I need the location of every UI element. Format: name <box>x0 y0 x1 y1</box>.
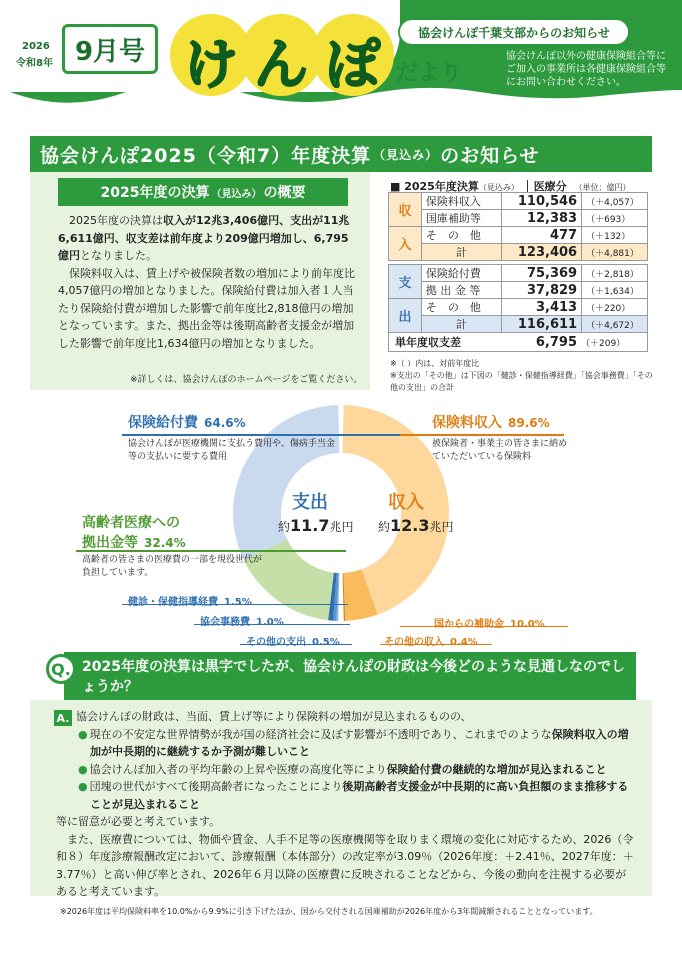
emphasis: 収入が12兆3,406億円、支出が11兆6,611億円、収支差は前年度より209億円増加し、6,795億円 <box>58 214 350 262</box>
text: となりました。 <box>80 249 157 262</box>
issue-year: 2026 <box>22 41 50 52</box>
text: 協会けんぽ加入者の平均年齢の上昇や医療の高度化等により <box>89 762 387 776</box>
answer-bullet <box>76 761 636 779</box>
balance-row <box>388 332 648 352</box>
main-title-small: （見込み） <box>373 147 439 162</box>
emphasis: 保険料収入の増加が中長期的に継続するか予測が難しいこと <box>90 727 629 758</box>
table-cell: （＋220） <box>582 299 648 316</box>
table-row <box>389 265 648 282</box>
table-note-line: ※（ ）内は、対前年度比 <box>390 359 480 368</box>
summary-note: ※詳しくは、協会けんぽのホームページをご覧ください。 <box>130 375 363 385</box>
table-cell: 123,406 <box>501 244 581 261</box>
table-row <box>389 193 648 210</box>
expense-side-label: 出 <box>389 299 422 333</box>
table-cell: 国庫補助等 <box>421 210 501 227</box>
title-char: ぽ <box>326 33 380 96</box>
legend-underline <box>76 550 346 552</box>
legend-pct: 1.0% <box>256 617 284 628</box>
title-char: け <box>184 33 238 96</box>
header-note: 協会けんぽ以外の健康保険組合等にご加入の事業所は各健康保険組合等にお問い合わせください。 <box>506 51 666 88</box>
footnote: ※2026年度は平均保険料率を10.0%から9.9%に引き下げたほか、国から交付される国庫補助が2026年度から3年間減額されることとなっています。 <box>60 907 598 916</box>
question-box: 2025年度の決算は黒字でしたが、協会けんぽの財政は今後どのような見通しなのでしょうか？ <box>64 652 636 700</box>
table-cell: 75,369 <box>501 265 581 282</box>
legend-underline <box>400 626 568 627</box>
table-category: 医療分 <box>527 180 567 193</box>
table-cell: 計 <box>421 244 501 261</box>
table-cell: 116,611 <box>501 316 581 333</box>
text: 2025年度の決算は <box>69 214 163 227</box>
table-cell: 保険料収入 <box>421 193 501 210</box>
legend-pct: 89.6% <box>508 416 550 430</box>
total-value: 12.3 <box>390 516 430 535</box>
table-cell: そ の 他 <box>421 299 501 316</box>
table-cell: 拠 出 金 等 <box>421 282 501 299</box>
table-cell: （＋693） <box>582 210 648 227</box>
summary-heading-small: （見込み） <box>211 188 262 200</box>
total-prefix: 約 <box>378 520 391 534</box>
income-side-label: 入 <box>389 227 422 261</box>
summary-heading-text: の概要 <box>263 185 306 201</box>
legend-subsidy <box>434 612 545 631</box>
answer-paragraph: また、医療費については、物価や賃金、人手不足等の医療機関等を取りまく環境の変化に対応するため、2026（令和８）年度診療報酬改定において、診療報酬（本体部分）の改定率が3.09％（2026年度：＋2.41％、2027年度：＋3.77％）と高い伸び率とされ、2026年６月以降の医療費に反映されることなどから、今後の動向を注視する必要があると考えています。 <box>56 832 634 898</box>
table-title-text: ■ 2025年度決算 <box>390 180 479 193</box>
legend-premium <box>432 412 550 432</box>
table-unit: （単位：億円） <box>574 183 631 192</box>
table-cell: そ の 他 <box>421 227 501 244</box>
answer-bullet <box>76 778 636 813</box>
main-title <box>30 136 652 172</box>
balance-change: （＋209） <box>581 338 626 349</box>
balance-value: 6,795 <box>535 334 577 350</box>
legend-name: 拠出金等 <box>82 535 138 551</box>
total-value: 11.7 <box>290 516 330 535</box>
legend-pct: 0.4% <box>450 637 478 648</box>
table-cell: 37,829 <box>501 282 581 299</box>
legend-benefit <box>128 412 246 432</box>
table-row <box>389 227 648 244</box>
emphasis: 後期高齢者支援金が中長期的に高い負担額のまま推移することが見込まれること <box>90 780 629 811</box>
table-cell: （＋132） <box>582 227 648 244</box>
expense-chart-title: 支出 <box>292 492 328 513</box>
table-title-small: （見込み） <box>478 183 519 192</box>
legend-name: 高齢者医療への <box>82 515 180 531</box>
legend-pct: 64.6% <box>204 416 246 430</box>
table-note <box>390 358 660 394</box>
legend-benefit-desc: 協会けんぽが医療機関に支払う費用や、傷病手当金等の支払いに要する費用 <box>128 439 335 462</box>
main-title-text: のお知らせ <box>440 144 540 167</box>
expense-slice <box>233 405 339 560</box>
table-row <box>389 316 648 333</box>
table-cell: 110,546 <box>501 193 581 210</box>
table-cell: 保険給付費 <box>421 265 501 282</box>
legend-pct: 10.0% <box>510 619 545 630</box>
legend-name: その他の支出 <box>246 637 306 648</box>
legend-underline <box>400 434 564 436</box>
table-cell: （＋2,818） <box>582 265 648 282</box>
legend-other-expense <box>246 630 340 649</box>
legend-pct: 1.5% <box>224 597 252 608</box>
legend-underline <box>122 604 348 605</box>
table-cell: 計 <box>421 316 501 333</box>
main-title-text: 協会けんぽ2025（令和7）年度決算 <box>40 144 372 167</box>
table-cell: （＋4,672） <box>582 316 648 333</box>
legend-name: その他の収入 <box>384 637 444 648</box>
legend-office <box>200 610 284 629</box>
answer-closing: 等に留意が必要と考えています。 <box>56 815 221 828</box>
balance-label: 単年度収支差 <box>395 336 461 349</box>
legend-elderly-desc: 高齢者の皆さまの医療費の一部を現役世代が負担しています。 <box>82 555 263 578</box>
legend-pct: 0.5% <box>312 637 340 648</box>
summary-heading <box>58 178 348 206</box>
answer-body <box>56 708 636 901</box>
legend-name: 国からの補助金 <box>434 619 504 630</box>
expense-chart-total <box>278 516 354 535</box>
title-tail: だより <box>396 61 463 86</box>
answer-intro: 協会けんぽの財政は、当面、賃上げ等により保険料の増加が見込まれるものの、 <box>76 710 472 723</box>
answer-bullet <box>76 726 636 761</box>
table-row <box>389 282 648 299</box>
emphasis: 保険給付費の継続的な増加が見込まれること <box>386 762 607 776</box>
summary-paragraph: 保険料収入は、賃上げや被保険者数の増加により前年度比4,057億円の増加となりました。保険給付費は加入者１人当たり保険給付費が増加した影響で前年度比2,818億円の増加となっています。また、拠出金等は後期高齢者支援金が増加した影響で前年度比1,634億円の増加となりました。 <box>58 266 355 350</box>
income-chart-total <box>378 516 454 535</box>
legend-checkup <box>128 590 252 609</box>
total-unit: 兆円 <box>329 520 354 534</box>
table-row <box>389 299 648 316</box>
issue-month: 9月号 <box>62 24 158 74</box>
legend-underline <box>380 644 492 645</box>
table-row <box>389 244 648 261</box>
legend-name: 健診・保健指導経費 <box>128 597 218 608</box>
legend-underline <box>194 624 350 625</box>
table-note-line: ※支出の「その他」は下図の「健診・保健指導経費」「協会事務費」「その他の支出」の合計 <box>390 371 653 392</box>
text: 団塊の世代がすべて後期高齢者になったことにより <box>89 780 343 793</box>
legend-name: 保険料収入 <box>432 415 502 431</box>
table-cell: 3,413 <box>501 299 581 316</box>
text: 現在の不安定な世界情勢が我が国の経済社会に及ぼす影響が不透明であり、これまでのような <box>89 727 552 741</box>
legend-underline <box>122 434 422 436</box>
legend-other-income <box>384 630 478 649</box>
branch-label: 協会けんぽ千葉支部からのお知らせ <box>398 18 630 46</box>
issue-era-year: 令和8年 <box>16 58 53 69</box>
summary-body <box>58 212 358 352</box>
expense-side-label: 支 <box>389 265 422 299</box>
legend-name: 保険給付費 <box>128 415 198 431</box>
total-unit: 兆円 <box>429 520 454 534</box>
legend-underline <box>240 644 352 645</box>
table-cell: 12,383 <box>501 210 581 227</box>
summary-heading-text: 2025年度の決算 <box>100 185 210 201</box>
table-row <box>389 210 648 227</box>
legend-pct: 32.4% <box>144 536 186 550</box>
total-prefix: 約 <box>278 520 291 534</box>
income-side-label: 収 <box>389 193 422 227</box>
summary-paragraph <box>58 212 358 265</box>
income-chart-title: 収入 <box>388 492 424 513</box>
table-cell: 477 <box>501 227 581 244</box>
legend-name: 協会事務費 <box>200 617 250 628</box>
table-cell: （＋4,881） <box>582 244 648 261</box>
budget-table <box>388 192 648 333</box>
title-char: ん <box>254 33 308 96</box>
legend-premium-desc: 被保険者・事業主の皆さまに納めていただいている保険料 <box>432 439 568 462</box>
answer-icon: A. <box>54 710 72 726</box>
question-icon: Q. <box>46 654 76 684</box>
legend-elderly <box>82 512 186 552</box>
table-cell: （＋4,057） <box>582 193 648 210</box>
table-cell: （＋1,634） <box>582 282 648 299</box>
